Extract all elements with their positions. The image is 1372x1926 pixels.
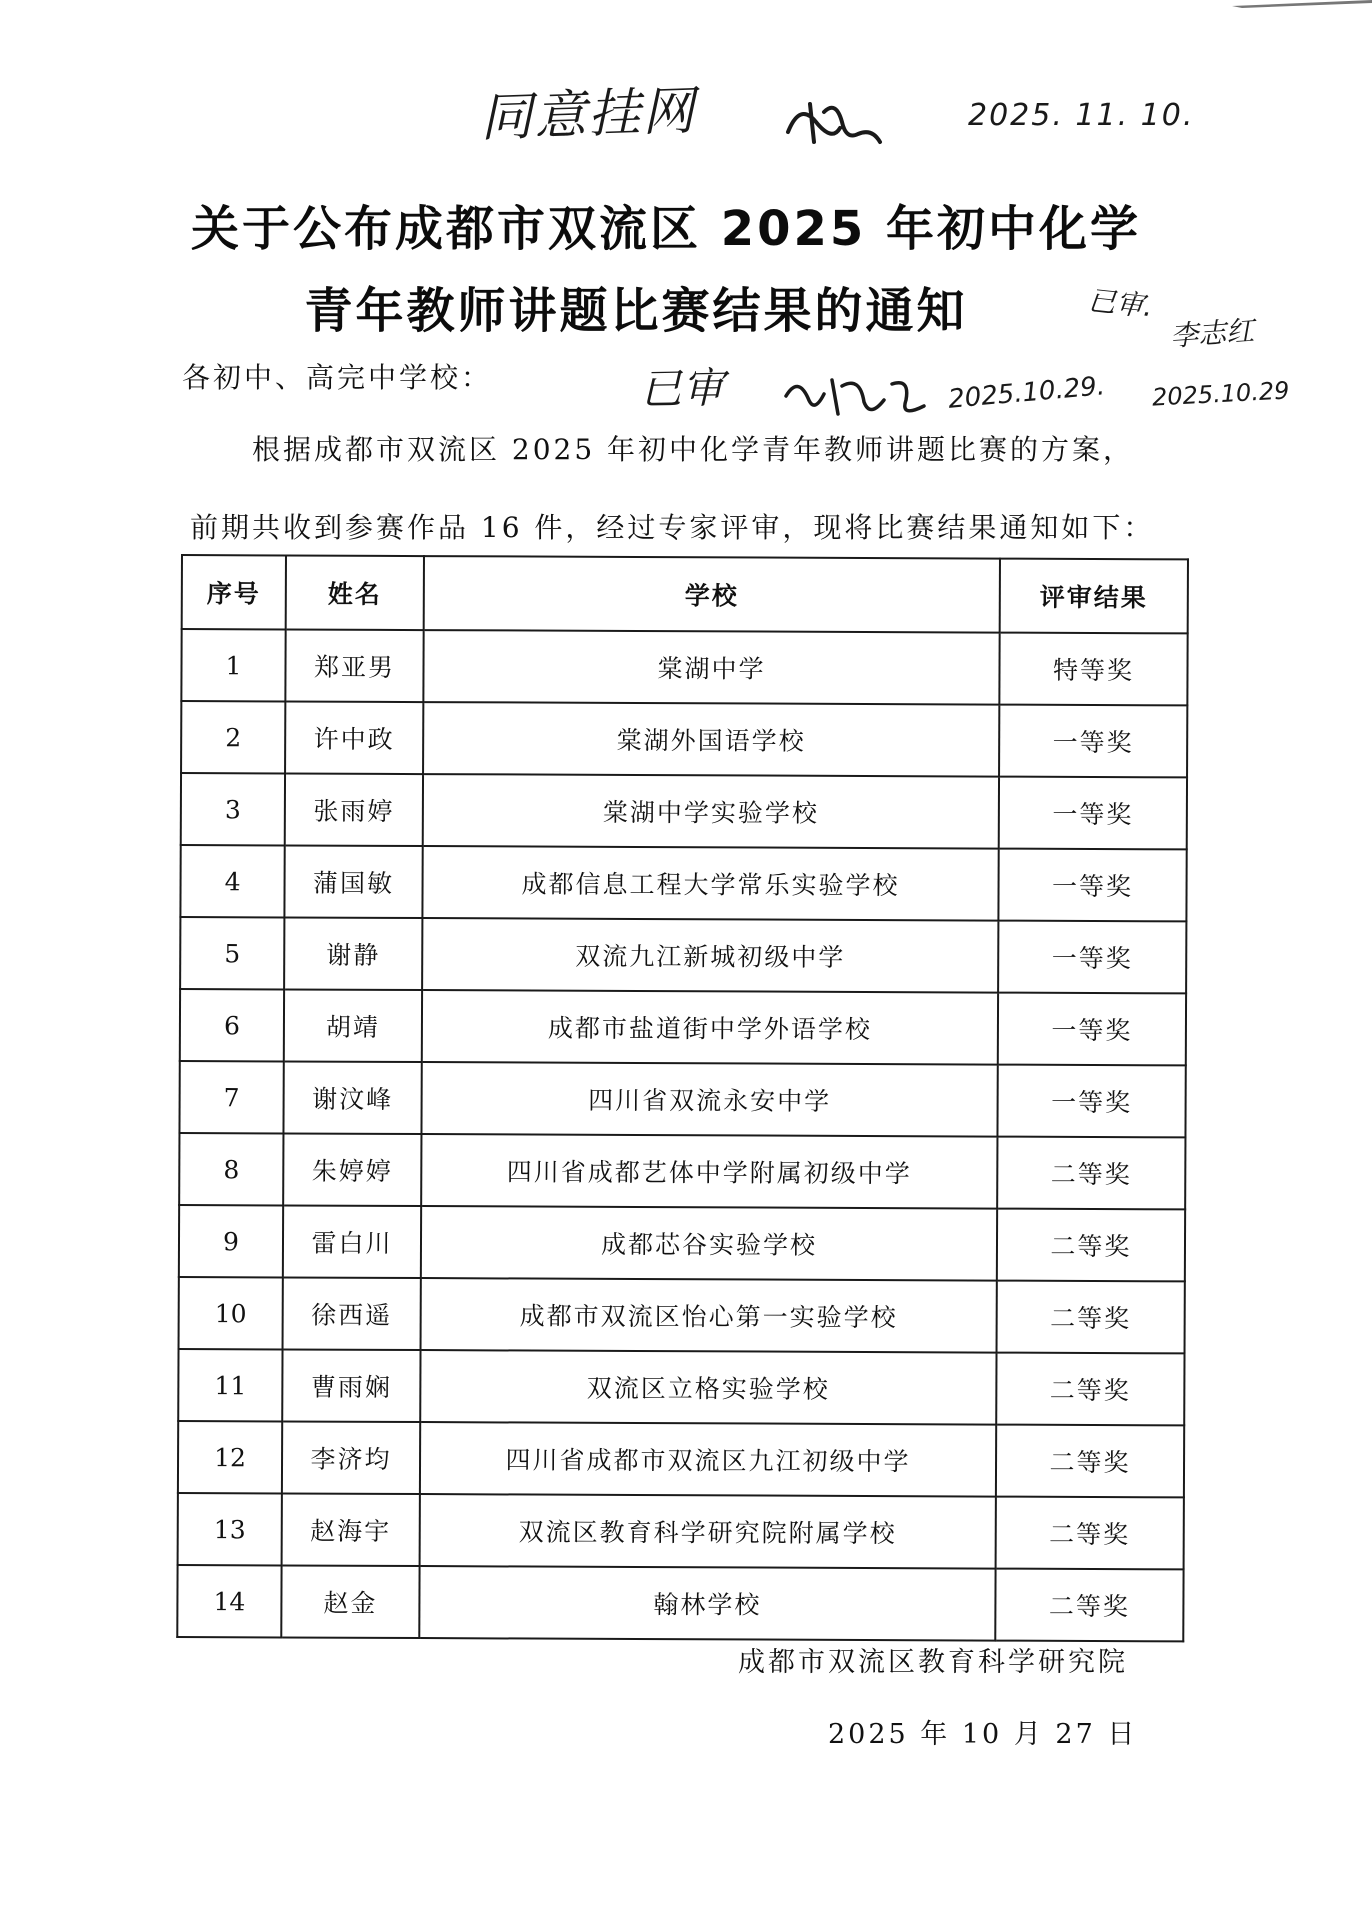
cell-name: 蒲国敏	[284, 845, 422, 918]
table-row	[179, 1061, 1185, 1137]
cell-name: 李济均	[282, 1421, 420, 1494]
cell-school: 成都芯谷实验学校	[421, 1206, 997, 1281]
body-line2: 前期共收到参赛作品 16 件，经过专家评审，现将比赛结果通知如下：	[190, 511, 1155, 544]
cell-index: 12	[178, 1421, 282, 1493]
handwritten-date-top: 2025. 11. 10.	[968, 98, 1195, 133]
cell-school: 成都市盐道街中学外语学校	[422, 990, 998, 1065]
handwritten-signature-right: 李志红	[1169, 314, 1256, 353]
cell-result: 二等奖	[997, 1209, 1185, 1282]
handwritten-signature-top	[780, 92, 890, 156]
handwritten-approval-mid: 已审	[639, 363, 725, 414]
cell-result: 一等奖	[998, 993, 1186, 1066]
cell-school: 翰林学校	[419, 1566, 995, 1641]
table-row	[177, 1565, 1183, 1641]
body-line1: 根据成都市双流区 2025 年初中化学青年教师讲题比赛的方案，	[252, 433, 1135, 466]
scan-edge-mark	[1232, 0, 1372, 14]
issuing-organization: 成都市双流区教育科学研究院	[738, 1647, 1128, 1678]
table-row	[179, 1277, 1185, 1353]
cell-result: 一等奖	[998, 921, 1186, 994]
cell-result: 一等奖	[999, 777, 1187, 850]
cell-school: 四川省成都市双流区九江初级中学	[420, 1422, 996, 1497]
cell-result: 二等奖	[996, 1425, 1184, 1498]
table-row	[181, 773, 1187, 849]
table-row	[178, 1493, 1184, 1569]
results-table	[176, 554, 1189, 1642]
table-row	[178, 1421, 1184, 1497]
cell-index: 11	[178, 1349, 282, 1421]
cell-name: 雷白川	[283, 1205, 421, 1278]
table-row	[179, 1205, 1185, 1281]
header-index: 序号	[182, 555, 286, 629]
handwritten-signature-mid	[780, 366, 930, 426]
table-row	[180, 989, 1186, 1065]
handwritten-approval-right: 已审.	[1086, 283, 1155, 324]
cell-name: 曹雨娴	[282, 1349, 420, 1422]
cell-name: 胡靖	[284, 989, 422, 1062]
cell-name: 谢汶峰	[283, 1061, 421, 1134]
cell-index: 8	[179, 1133, 283, 1205]
cell-school: 棠湖外国语学校	[423, 702, 999, 777]
cell-index: 5	[180, 917, 284, 989]
header-result: 评审结果	[1000, 559, 1188, 634]
cell-result: 二等奖	[997, 1281, 1185, 1354]
salutation: 各初中、高完中学校：	[182, 361, 493, 394]
table-header-row	[182, 555, 1188, 633]
cell-result: 二等奖	[996, 1353, 1184, 1426]
header-school: 学校	[424, 556, 1000, 633]
table-row	[180, 917, 1186, 993]
cell-name: 赵金	[281, 1565, 419, 1638]
cell-school: 成都信息工程大学常乐实验学校	[422, 846, 998, 921]
cell-name: 许中政	[285, 701, 423, 774]
handwritten-date-mid: 2025.10.29.	[946, 371, 1107, 415]
cell-name: 郑亚男	[285, 629, 423, 702]
cell-result: 二等奖	[996, 1497, 1184, 1570]
issue-date: 2025 年 10 月 27 日	[828, 1719, 1138, 1750]
table-row	[181, 629, 1187, 705]
cell-index: 10	[179, 1277, 283, 1349]
cell-index: 9	[179, 1205, 283, 1277]
cell-index: 2	[181, 701, 285, 773]
cell-result: 一等奖	[998, 849, 1186, 922]
cell-school: 四川省成都艺体中学附属初级中学	[421, 1134, 997, 1209]
cell-school: 四川省双流永安中学	[421, 1062, 997, 1137]
cell-school: 棠湖中学实验学校	[423, 774, 999, 849]
cell-index: 1	[181, 629, 285, 701]
cell-index: 6	[180, 989, 284, 1061]
table-row	[178, 1349, 1184, 1425]
cell-school: 棠湖中学	[423, 630, 999, 705]
cell-result: 特等奖	[999, 633, 1187, 706]
notice-title-line2: 青年教师讲题比赛结果的通知	[304, 283, 968, 339]
cell-school: 双流区教育科学研究院附属学校	[420, 1494, 996, 1569]
cell-index: 13	[178, 1493, 282, 1565]
notice-title-line1: 关于公布成都市双流区 2025 年初中化学	[190, 201, 1142, 257]
cell-school: 双流九江新城初级中学	[422, 918, 998, 993]
cell-index: 4	[180, 845, 284, 917]
cell-name: 赵海宇	[282, 1493, 420, 1566]
cell-name: 徐西遥	[283, 1277, 421, 1350]
header-name: 姓名	[286, 555, 424, 630]
table-row	[179, 1133, 1185, 1209]
cell-result: 一等奖	[999, 705, 1187, 778]
cell-result: 二等奖	[995, 1569, 1183, 1642]
cell-result: 二等奖	[997, 1137, 1185, 1210]
cell-index: 7	[179, 1061, 283, 1133]
table-row	[180, 845, 1186, 921]
cell-result: 一等奖	[997, 1065, 1185, 1138]
cell-name: 谢静	[284, 917, 422, 990]
cell-name: 张雨婷	[285, 773, 423, 846]
handwritten-date-right: 2025.10.29	[1151, 376, 1291, 412]
cell-school: 成都市双流区怡心第一实验学校	[421, 1278, 997, 1353]
handwritten-approval-top: 同意挂网	[479, 81, 698, 149]
cell-index: 3	[181, 773, 285, 845]
cell-name: 朱婷婷	[283, 1133, 421, 1206]
cell-school: 双流区立格实验学校	[420, 1350, 996, 1425]
cell-index: 14	[177, 1565, 281, 1637]
table-row	[181, 701, 1187, 777]
